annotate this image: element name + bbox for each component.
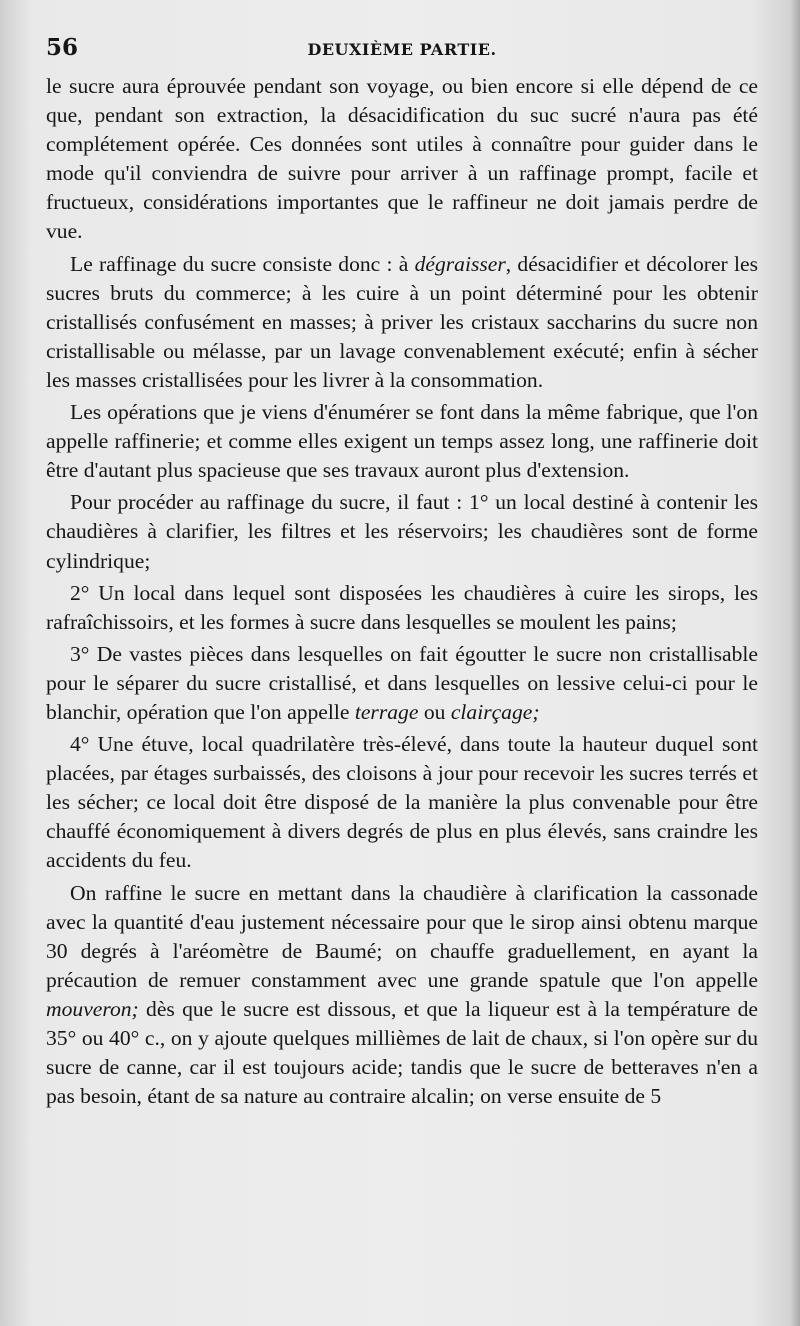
paragraph-6-emphasis: terrage	[354, 699, 419, 724]
paragraph-3: Les opérations que je viens d'énumérer se font dans la même fabrique, que l'on appelle raffinerie; et comme elles exigent un temps assez long, une raffinerie doit être d'autant plus spacieuse que ses travaux auront plus d'extension.	[46, 400, 758, 483]
paragraph-7: 4° Une étuve, local quadrilatère très-élevé, dans toute la hauteur duquel sont placées, par étages surbaissés, des cloisons à jour pour recevoir les sucres terrés et les sécher; ce local doit être disposé de la manière la plus convenable pour être chauffé économiquement à divers degrés de plus en plus élevés, sans craindre les accidents du feu.	[46, 732, 758, 873]
paragraph-6-part: 3° De vastes pièces dans lesquelles on fait égoutter le sucre non cristallisable pour le séparer du sucre cristallisé, et dans lesquelles on lessive celui-ci pour le blanchir, opération que l'on appelle	[46, 641, 758, 724]
paragraph-8-emphasis: mouveron;	[46, 996, 139, 1021]
body-text	[46, 72, 758, 1111]
paragraph-4: Pour procéder au raffinage du sucre, il faut : 1° un local destiné à contenir les chaudières à clarifier, les filtres et les réservoirs; les chaudières sont de forme cylindrique;	[46, 490, 758, 573]
scan-edge-shadow	[790, 0, 800, 1326]
paragraph-6	[46, 640, 758, 727]
paragraph-8-part: dès que le sucre est dissous, et que la liqueur est à la température de 35° ou 40° c., on y ajoute quelques millièmes de lait de chaux, si l'on opère sur du sucre de canne, car il est toujours acide; tandis que le sucre de betteraves n'en a pas besoin, étant de sa nature au contraire alcalin; on verse ensuite de 5	[46, 996, 758, 1109]
paragraph-2-emphasis: dégraisser	[414, 251, 506, 276]
paragraph-6-part: ou	[418, 699, 451, 724]
paragraph-8	[46, 879, 758, 1112]
paragraph-1: le sucre aura éprouvée pendant son voyage, ou bien encore si elle dépend de ce que, pendant son extraction, la désacidification du suc sucré n'aura pas été complétement opérée. Ces données sont utiles à connaître pour guider dans le mode qu'il conviendra de suivre pour arriver à un raffinage prompt, facile et fructueux, considérations importantes que le raffineur ne doit jamais perdre de vue.	[46, 74, 758, 244]
paragraph-2	[46, 250, 758, 395]
paragraph-8-part: On raffine le sucre en mettant dans la chaudière à clarification la cassonade avec la quantité d'eau justement nécessaire pour que le sirop ainsi obtenu marque 30 degrés à l'aréomètre de Baumé; on chauffe graduellement, en ayant la précaution de remuer constamment avec une grande spatule que l'on appelle	[46, 880, 758, 992]
page-content	[46, 28, 758, 1111]
section-title: DEUXIÈME PARTIE.	[307, 40, 497, 59]
paragraph-2-part: , désacidifier et décolorer les sucres bruts du commerce; à les cuire à un point déterminé pour les obtenir cristallisés confusément en masses; à priver les cristaux saccharins du sucre non cristallisable ou mélasse, par un lavage convenablement exécuté; enfin à sécher les masses cristallisées pour les livrer à la consommation.	[46, 251, 758, 392]
paragraph-2-part: Le raffinage du sucre consiste donc : à	[70, 251, 415, 276]
page-number: 56	[46, 34, 79, 61]
paragraph-6-emphasis: clairçage;	[450, 699, 540, 724]
running-head	[46, 28, 758, 72]
paragraph-5: 2° Un local dans lequel sont disposées les chaudières à cuire les sirops, les rafraîchissoirs, et les formes à sucre dans lesquelles se moulent les pains;	[46, 580, 758, 634]
